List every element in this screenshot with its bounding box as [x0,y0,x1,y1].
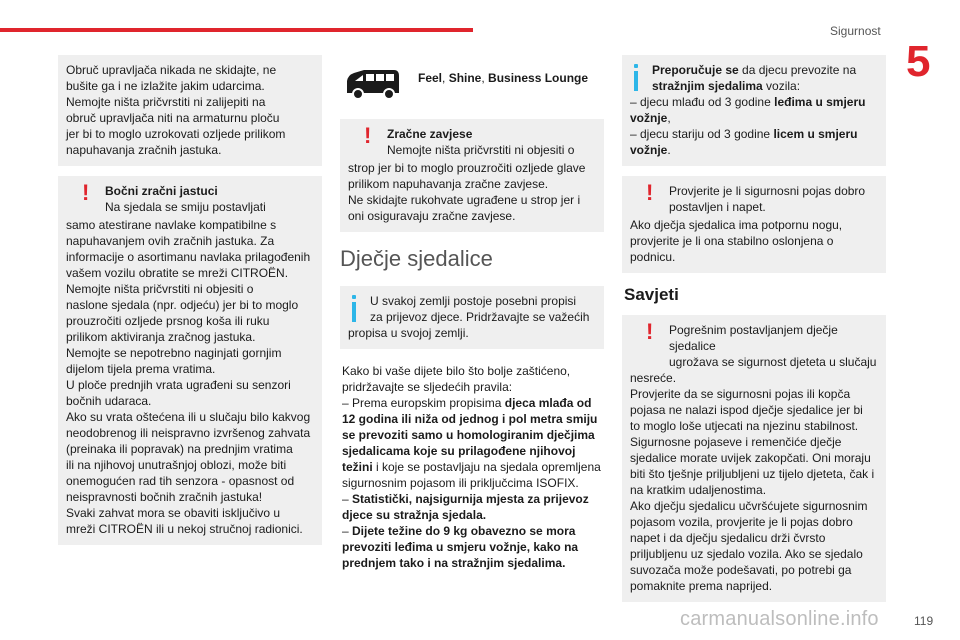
child-seat-rules [340,363,604,571]
info-line: propisa u svojoj zemlji. [348,326,469,340]
text-line: nesreće. [630,371,677,385]
info-line: – djecu mlađu od 3 godine leđima u smjeru [630,95,866,109]
text-line: pojasom vozila, provjerite je li pojas dobro [630,515,853,529]
bullet-line: – Dijete težine do 9 kg obavezno se mora [342,524,576,538]
text-line: Ako dječju sjedalicu učvršćujete sigurnosnim [630,499,868,513]
text-line: napuhavanja zračnih jastuka. [66,143,222,157]
text-line: jer bi to moglo uzrokovati ozljede prilikom [66,127,286,141]
text-line: napet i da dječju sjedalicu drži čvrsto [630,531,826,545]
info-line: vožnje. [630,143,671,157]
version-shine: Shine [448,71,482,85]
text-line: Obruč upravljača nikada ne skidajte, ne [66,63,277,77]
text-line: biti što tješnje priljubljeni uz tijelo djeteta, čak i [630,467,875,481]
info-icon [352,295,356,323]
top-accent-bar [0,28,473,32]
text-line: informacije o asortimanu navlaka prilagođenih [66,250,311,264]
text-line: samo atestirane navlake kompatibilne s [66,218,277,232]
section-heading: Dječje sjedalice [340,246,493,271]
van-icon [344,67,402,101]
text-line: Ako dječja sjedalica ima potpornu nogu, [630,218,843,232]
warning-body [66,217,314,537]
text-line: naslone sjedala (npr. odjeću) jer bi to moglo [66,298,299,312]
text-line: mreži CITROËN ili u nekoj stručnoj radionici. [66,522,303,536]
watermark: carmanualsonline.info [680,608,879,630]
bullet-line: sigurnosnim pojasom ili priključcima ISOFIX. [342,476,579,490]
version-row [344,67,604,101]
column-2 [340,55,604,571]
chapter-number: 5 [906,37,931,86]
version-separator: , [481,71,489,85]
bullet-line: – Prema europskim propisima djeca mlađa od [342,396,592,410]
text-line: ili na njihovoj unutrašnjoj oblozi, može biti [66,458,287,472]
paragraph-line: pridržavajte se sljedećih pravila: [342,380,513,394]
info-line: Preporučuje se da djecu prevozite na [652,63,857,77]
bullet-line: 12 godina ili niža od jednog i pol metra smiju [342,412,598,426]
side-airbags-warning [58,176,322,545]
section-heading: Savjeti [624,285,679,304]
text-line: Provjerite da se sigurnosni pojas ili kopča [630,387,851,401]
info-line: U svakoj zemlji postoje posebni propisi [370,294,577,308]
text-line: Nemojte se nepotrebno naginjati gornjim [66,346,282,360]
bullet-line: djece su stražnja sjedala. [342,508,487,522]
version-label [418,71,588,85]
text-line: Ne skidajte rukohvate ugrađene u strop jer i [348,193,581,207]
info-line: stražnjim sjedalima vozila: [652,79,801,93]
bullet-line: prevoziti leđima u smjeru vožnje, kako na [342,540,579,554]
column-3 [622,55,886,612]
info-icon [634,64,638,92]
regulations-info [340,286,604,349]
seatbelt-check-warning [622,176,886,273]
text-line: Nemojte ništa pričvrstiti ni objesiti o [66,282,254,296]
info-line: vožnje, [630,111,671,125]
warning-first-line: Nemojte ništa pričvrstiti ni objesiti o [387,143,575,157]
bullet-line: prednjem tako i na stražnjim sjedalima. [342,556,566,570]
version-business-lounge: Business Lounge [488,71,589,85]
warning-title: Zračne zavjese [387,127,473,141]
warning-first-line: Na sjedala se smiju postavljati [105,200,266,214]
text-line: prouzročiti ozljede prsnog koša ili ruku [66,314,270,328]
text-line: onemogućen rad tih senzora - opasnost od [66,474,295,488]
text-line: pojasa ne nalazi ispod dječje sjedalice jer bi [630,403,863,417]
warning-second-line: postavljen i napet. [669,200,766,214]
text-line: Nemojte ništa pričvrstiti ni zalijepiti na [66,95,266,109]
text-line: U ploče prednjih vrata ugrađeni su senzori [66,378,291,392]
text-line: Svaki zahvat mora se obaviti isključivo u [66,506,281,520]
warning-icon: ! [82,180,90,205]
text-line: oni osiguravaju zračne zavjese. [348,209,516,223]
text-line: prilikom aktiviranja zračnog jastuka. [66,330,256,344]
text-line: neodobrenog ili neispravno izvršenog zahvata [66,426,311,440]
text-line: suvozača može podešavati, po potrebi ga [630,563,852,577]
warning-title: Bočni zračni jastuci [105,184,218,198]
info-line: za prijevoz djece. Pridržavajte se važećih [370,310,590,324]
version-feel: Feel [418,71,443,85]
page-number: 119 [914,614,934,628]
curtain-airbags-warning [340,119,604,232]
text-line: bočnih udaraca. [66,394,152,408]
text-line: obruč upravljača niti na armaturnu ploču [66,111,280,125]
warning-body [630,217,878,265]
warning-icon: ! [646,319,654,344]
warning-second-line: ugrožava se sigurnost djeteta u slučaju [669,355,877,369]
text-line: priljubljenu uz sjedalo vozila. Ako se sjedalo [630,547,863,561]
bullet-line: – Statistički, najsigurnija mjesta za prijevoz [342,492,589,506]
text-line: dijelom tijela prema vratima. [66,362,216,376]
bullet-line: se prevoziti samo u homologiranim dječjima [342,428,595,442]
seating-recommendation-info [622,55,886,166]
version-separator: , [442,71,449,85]
warning-body [348,160,596,224]
bullet-line: težini i koje se postavljaju na sjedala opremljena [342,460,601,474]
text-line: Sigurnosne pojaseve i remenčiće dječje [630,435,842,449]
text-line: vašem vozilu obratite se mreži CITROËN. [66,266,289,280]
text-line: podnicu. [630,250,676,264]
text-line: pomaknite prema naprijed. [630,579,773,593]
text-line: provjerite je li ona stabilno oslonjena o [630,234,834,248]
info-line: – djecu stariju od 3 godine licem u smjeru [630,127,858,141]
section-title: Sigurnost [830,24,881,38]
text-line: (preinaka ili popravak) na prednjim vratima [66,442,293,456]
text-line: to moglo loše utjecati na njezinu stabilnost. [630,419,859,433]
column-1 [58,55,322,555]
steering-wheel-note [58,55,322,166]
warning-icon: ! [646,180,654,205]
paragraph-line: Kako bi vaše dijete bilo što bolje zaštićeno, [342,364,571,378]
text-line: sjedalice morate uvijek zakopčati. Oni moraju [630,451,871,465]
warning-first-line: Provjerite je li sigurnosni pojas dobro [669,184,866,198]
bullet-line: sjedalicama koje su prilagođene njihovoj [342,444,576,458]
warning-first-line: Pogrešnim postavljanjem dječje sjedalice [669,323,838,353]
text-line: napuhavanjem ovih zračnih jastuka. Za [66,234,275,248]
text-line: bušite ga i ne izlažite jakim udarcima. [66,79,265,93]
warning-body [630,370,878,594]
text-line: na kratkim udaljenostima. [630,483,767,497]
text-line: strop jer bi to moglo prouzročiti ozljede glave [348,161,586,175]
text-line: Ako su vrata oštećena ili u slučaju bilo kakvog [66,410,311,424]
text-line: prilikom napuhavanja zračne zavjese. [348,177,549,191]
incorrect-installation-warning [622,315,886,602]
warning-icon: ! [364,123,372,148]
text-line: neispravnosti bočnih zračnih jastuka! [66,490,263,504]
